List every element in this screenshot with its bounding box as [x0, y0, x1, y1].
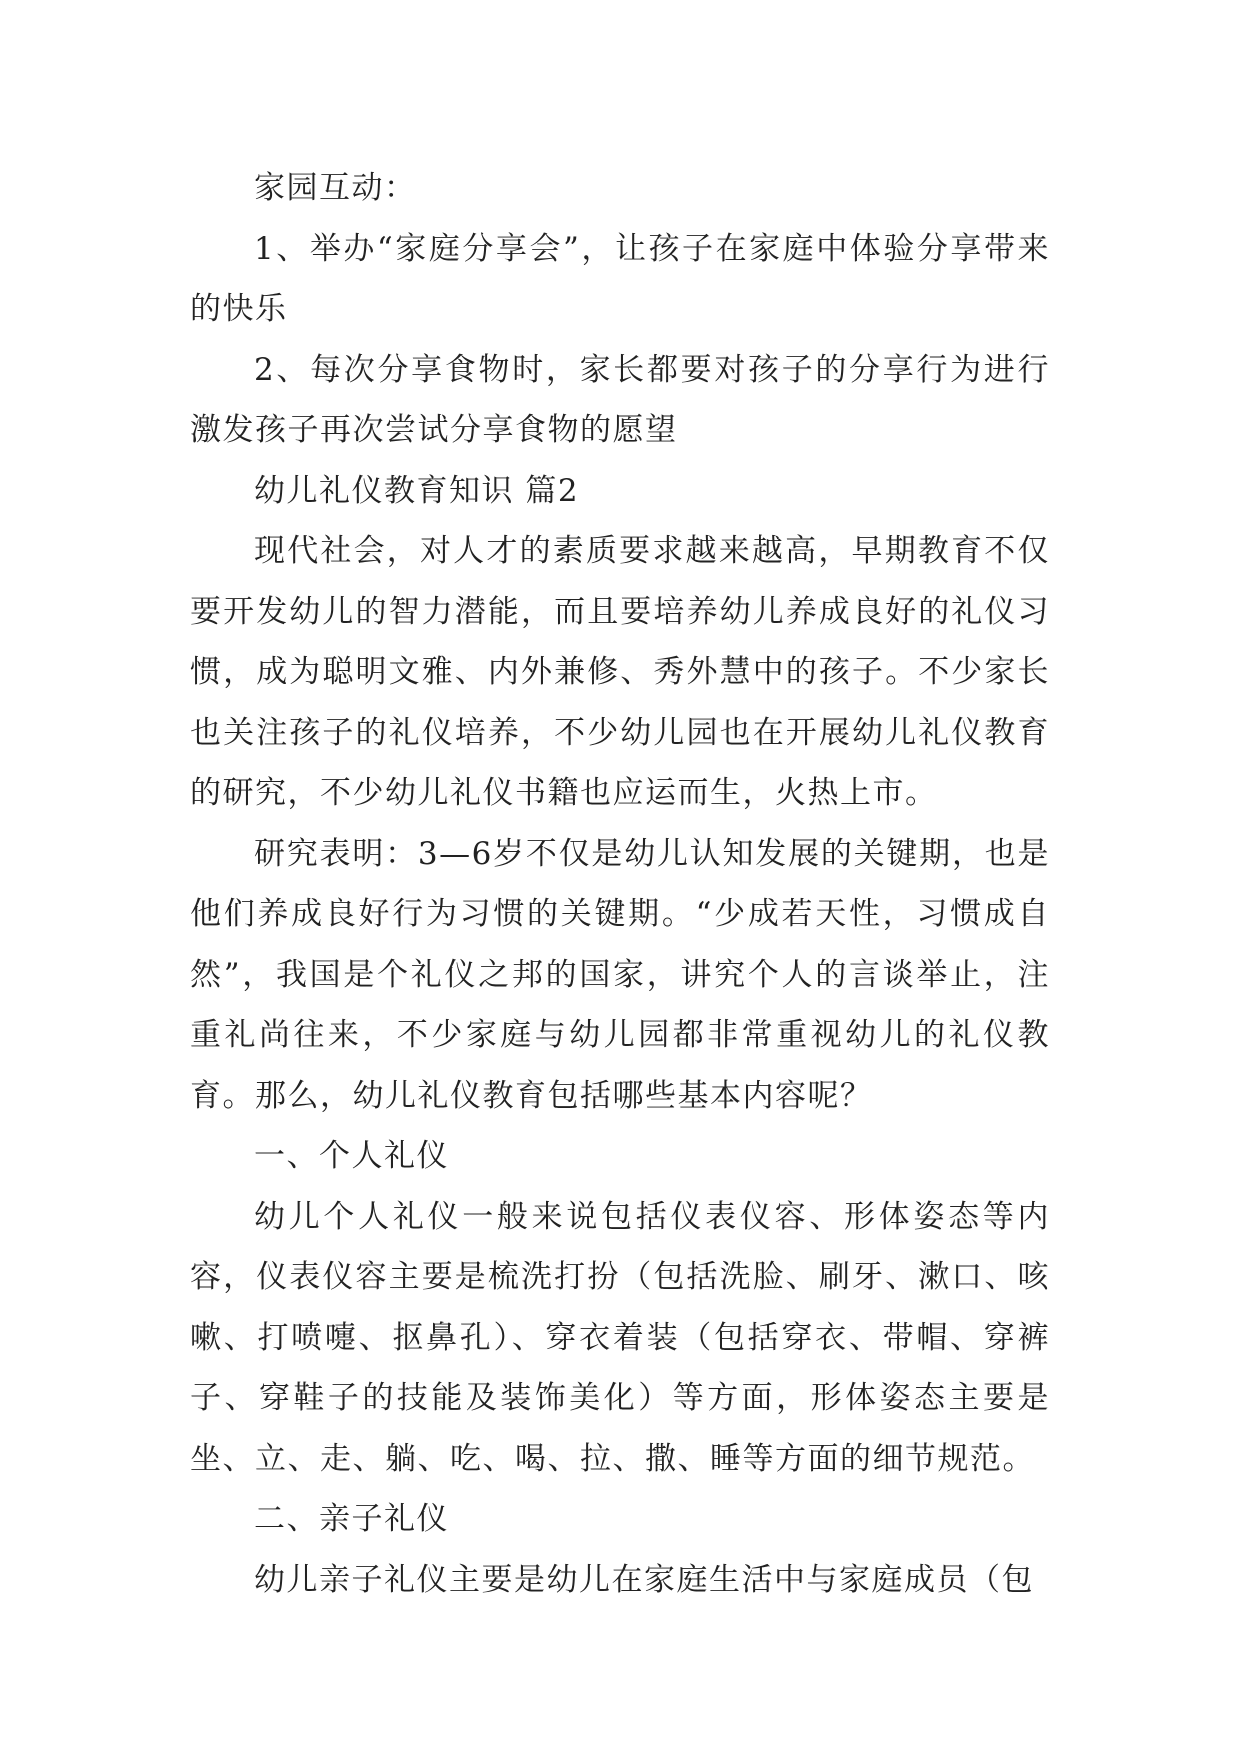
heading-parent-child-etiquette: 二、亲子礼仪 [254, 1501, 449, 1537]
paragraph-personal-etiquette: 幼儿个人礼仪一般来说包括仪表仪容、形体姿态等内容，仪表仪容主要是梳洗打扮（包括洗脸、刷牙、漱口、咳嗽、打喷嚏、抠鼻孔）、穿衣着装（包括穿衣、带帽、穿裤子、穿鞋子的技能及装饰美化）等方面，形体姿态主要是坐、立、走、躺、吃、喝、拉、撒、睡等方面的细节规范。 [190, 1198, 1050, 1477]
paragraph-item-1: 1、举办“家庭分享会”，让孩子在家庭中体验分享带来的快乐 [190, 230, 1050, 327]
heading-personal-etiquette: 一、个人礼仪 [254, 1138, 449, 1174]
section-title: 幼儿礼仪教育知识 篇2 [254, 472, 580, 509]
document-body [190, 158, 1050, 1610]
paragraph-intro: 现代社会，对人才的素质要求越来越高，早期教育不仅要开发幼儿的智力潜能，而且要培养幼儿养成良好的礼仪习惯，成为聪明文雅、内外兼修、秀外慧中的孩子。不少家长也关注孩子的礼仪培养，不少幼儿园也在开展幼儿礼仪教育的研究，不少幼儿礼仪书籍也应运而生，火热上市。 [190, 533, 1050, 811]
paragraph-parent-child-etiquette: 幼儿亲子礼仪主要是幼儿在家庭生活中与家庭成员（包 [254, 1561, 1034, 1598]
paragraph-home-interaction-heading: 家园互动： [254, 170, 417, 206]
paragraph-research: 研究表明：3—6岁不仅是幼儿认知发展的关键期，也是他们养成良好行为习惯的关键期。“少成若天性，习惯成自然”，我国是个礼仪之邦的国家，讲究个人的言谈举止，注重礼尚往来，不少家庭与幼儿园都非常重视幼儿的礼仪教育。那么，幼儿礼仪教育包括哪些基本内容呢？ [190, 835, 1050, 1114]
paragraph-item-2: 2、每次分享食物时，家长都要对孩子的分享行为进行激发孩子再次尝试分享食物的愿望 [190, 351, 1050, 448]
